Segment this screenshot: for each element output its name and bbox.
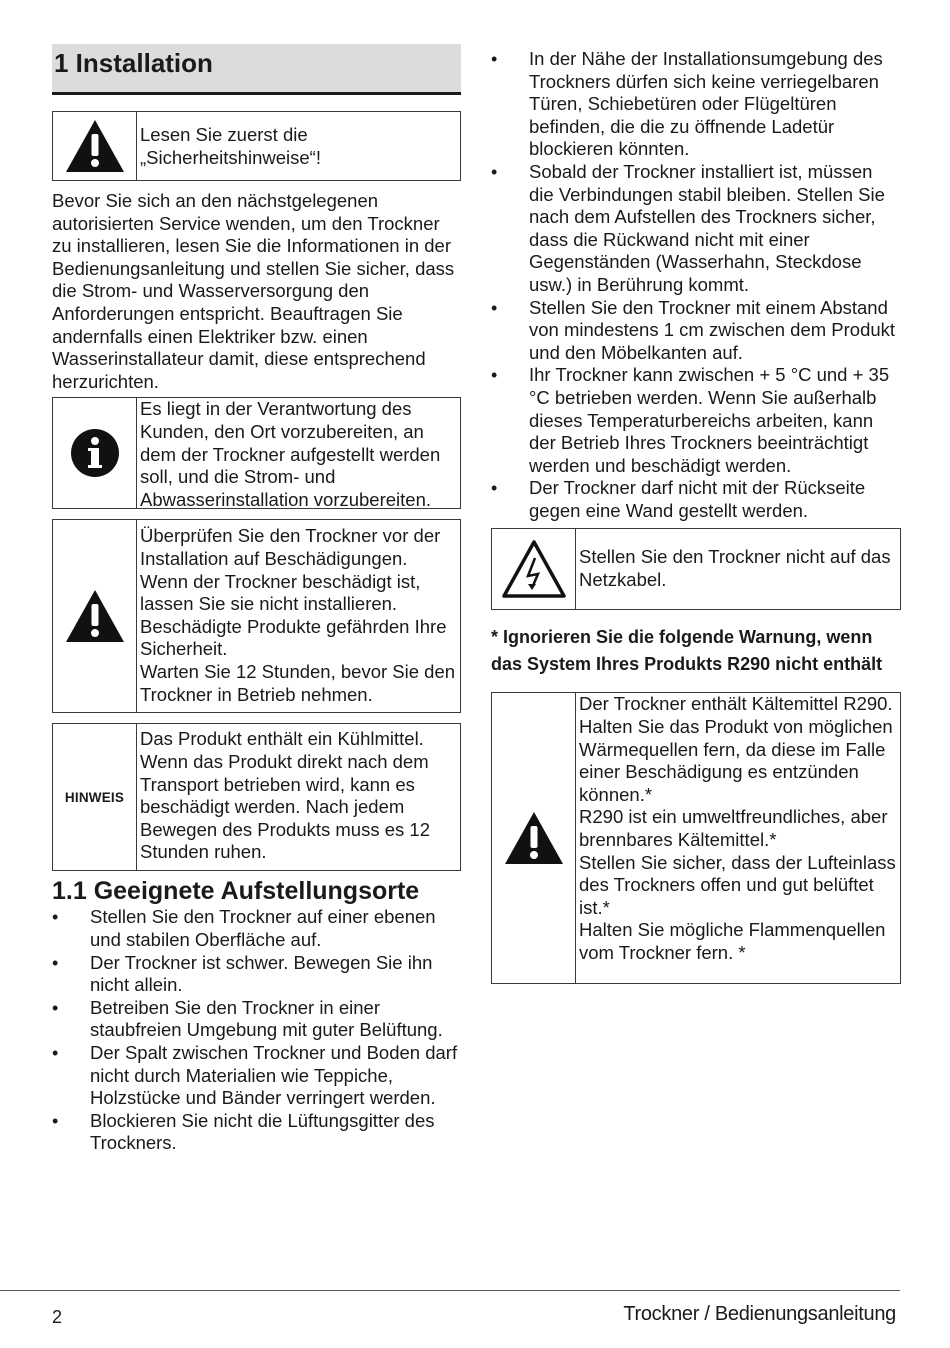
notice-icon-cell	[492, 693, 576, 983]
notice-icon-cell	[53, 398, 137, 508]
bullet-icon: •	[491, 365, 498, 386]
list-item: • Der Trockner darf nicht mit der Rückseite gegen eine Wand gestellt werden.	[491, 477, 866, 521]
notice-line: Überprüfen Sie den Trockner vor der Installation auf Beschädigungen. Wenn der Trockner beschädigt ist, lassen Sie sie nicht installieren. Beschädigte Produkte gefährden Ihre Sicherheit.	[140, 525, 447, 660]
list-item: • Stellen Sie den Trockner mit einem Abstand von mindestens 1 cm zwischen dem Produkt und den Möbelkanten auf.	[491, 296, 896, 363]
warning-triangle-icon	[65, 119, 125, 173]
notice-icon-cell	[53, 520, 137, 712]
list-item: • In der Nähe der Installationsumgebung des Trockners dürfen sich keine verriegelbaren Türen, Schiebetüren oder Flügeltüren befinden, die die zu öffnende Ladetür blockieren könnten.	[491, 48, 883, 160]
bullet-icon: •	[491, 161, 498, 182]
bullet-list-right	[491, 48, 901, 522]
notice-power-cable	[491, 528, 901, 610]
notice-text	[137, 520, 460, 712]
footer-divider	[0, 1290, 900, 1291]
list-item: • Blockieren Sie nicht die Lüftungsgitter des Trockners.	[52, 1109, 435, 1154]
list-item: • Stellen Sie den Trockner auf einer ebenen und stabilen Oberfläche auf.	[52, 906, 436, 950]
hinweis-label: HINWEIS	[64, 789, 125, 805]
notice-text: Das Produkt enthält ein Kühlmittel. Wenn das Produkt direkt nach dem Transport betrieben wird, kann es beschädigt werden. Nach jedem Bewegen des Produkts muss es 12 Stunden ruhen.	[140, 728, 430, 863]
list-item: • Betreiben Sie den Trockner in einer staubfreien Umgebung mit guter Belüftung.	[52, 996, 443, 1041]
bullet-icon: •	[52, 1042, 59, 1063]
notice-r290-refrigerant	[491, 692, 901, 984]
footer-document-title: Trockner / Bedienungsanleitung	[623, 1303, 896, 1325]
notice-label-cell	[53, 724, 137, 870]
intro-paragraph: Bevor Sie sich an den nächstgelegenen autorisierten Service wenden, um den Trockner zu installieren, lesen Sie die Informationen in der Bedienungsanleitung und stellen Sie sicher, dass die Strom- und Wasserversorgung den Anforderungen entspricht. Beauftragen Sie andernfalls einen Elektriker bzw. einen Wasserinstallateur damit, diese entsprechend herzurichten.	[52, 190, 455, 392]
bullet-icon: •	[52, 1110, 59, 1131]
left-column	[52, 44, 461, 1155]
electric-hazard-icon	[502, 540, 566, 598]
notice-text: Lesen Sie zuerst die „Sicherheitshinweise“!	[140, 124, 321, 168]
notice-text: Es liegt in der Verantwortung des Kunden, den Ort vorzubereiten, an dem der Trockner aufgestellt werden soll, und die Strom- und Abwasserinstallation vorzubereiten.	[140, 398, 441, 510]
notice-line: Stellen Sie sicher, dass der Lufteinlass des Trockners offen und gut belüftet ist.*	[579, 851, 896, 918]
warning-triangle-icon	[65, 589, 125, 643]
list-item: • Der Spalt zwischen Trockner und Boden darf nicht durch Materialien wie Teppiche, Holzstücke und Bänder verringert werden.	[52, 1041, 458, 1109]
warning-triangle-icon	[504, 811, 564, 865]
info-icon	[70, 428, 120, 478]
notice-line: R290 ist ein umweltfreundliches, aber brennbares Kältemittel.*	[579, 806, 888, 851]
notice-line: Halten Sie mögliche Flammenquellen vom Trockner fern. *	[579, 919, 886, 963]
bullet-icon: •	[52, 907, 59, 928]
list-item: • Der Trockner ist schwer. Bewegen Sie ihn nicht allein.	[52, 951, 433, 996]
subsection-title: 1.1 Geeignete Aufstellungsorte	[52, 877, 420, 906]
list-item: • Sobald der Trockner installiert ist, müssen die Verbindungen stabil bleiben. Stellen Sie nach dem Aufstellen des Trockners sicher, dass die Rückwand nicht mit einer Gegenständen (Wasserhahn, Steckdose usw.) in Berührung kommt.	[491, 160, 885, 295]
right-column	[491, 44, 901, 984]
notice-icon-cell	[492, 529, 576, 609]
notice-text: Stellen Sie den Trockner nicht auf das Netzkabel.	[579, 546, 891, 591]
notice-customer-responsibility	[52, 397, 461, 509]
section-title: 1 Installation	[52, 44, 461, 95]
bullet-icon: •	[491, 49, 498, 69]
list-item: • Ihr Trockner kann zwischen + 5 °C und + 35 °C betrieben werden. Wenn Sie außerhalb dieses Temperaturbereichs arbeiten, kann der Betrieb Ihres Trockners beeinträchtigt werden und beschädigt werden.	[491, 364, 890, 476]
bullet-list-left	[52, 906, 461, 1155]
notice-line: Warten Sie 12 Stunden, bevor Sie den Trockner in Betrieb nehmen.	[140, 660, 456, 705]
bullet-icon: •	[52, 997, 59, 1018]
notice-hinweis-refrigerant	[52, 723, 461, 871]
r290-note: * Ignorieren Sie die folgende Warnung, wenn das System Ihres Produkts R290 nicht enthält	[491, 627, 883, 675]
notice-line: Der Trockner enthält Kältemittel R290. Halten Sie das Produkt von möglichen Wärmequellen fern, da diese im Falle einer Beschädigung es entzünden können.*	[579, 693, 893, 805]
notice-read-safety	[52, 111, 461, 181]
notice-check-damage	[52, 519, 461, 713]
notice-text	[576, 693, 900, 983]
notice-icon-cell	[53, 112, 137, 180]
page-number: 2	[52, 1307, 63, 1327]
bullet-icon: •	[491, 297, 498, 318]
bullet-icon: •	[491, 478, 498, 499]
bullet-icon: •	[52, 952, 59, 973]
